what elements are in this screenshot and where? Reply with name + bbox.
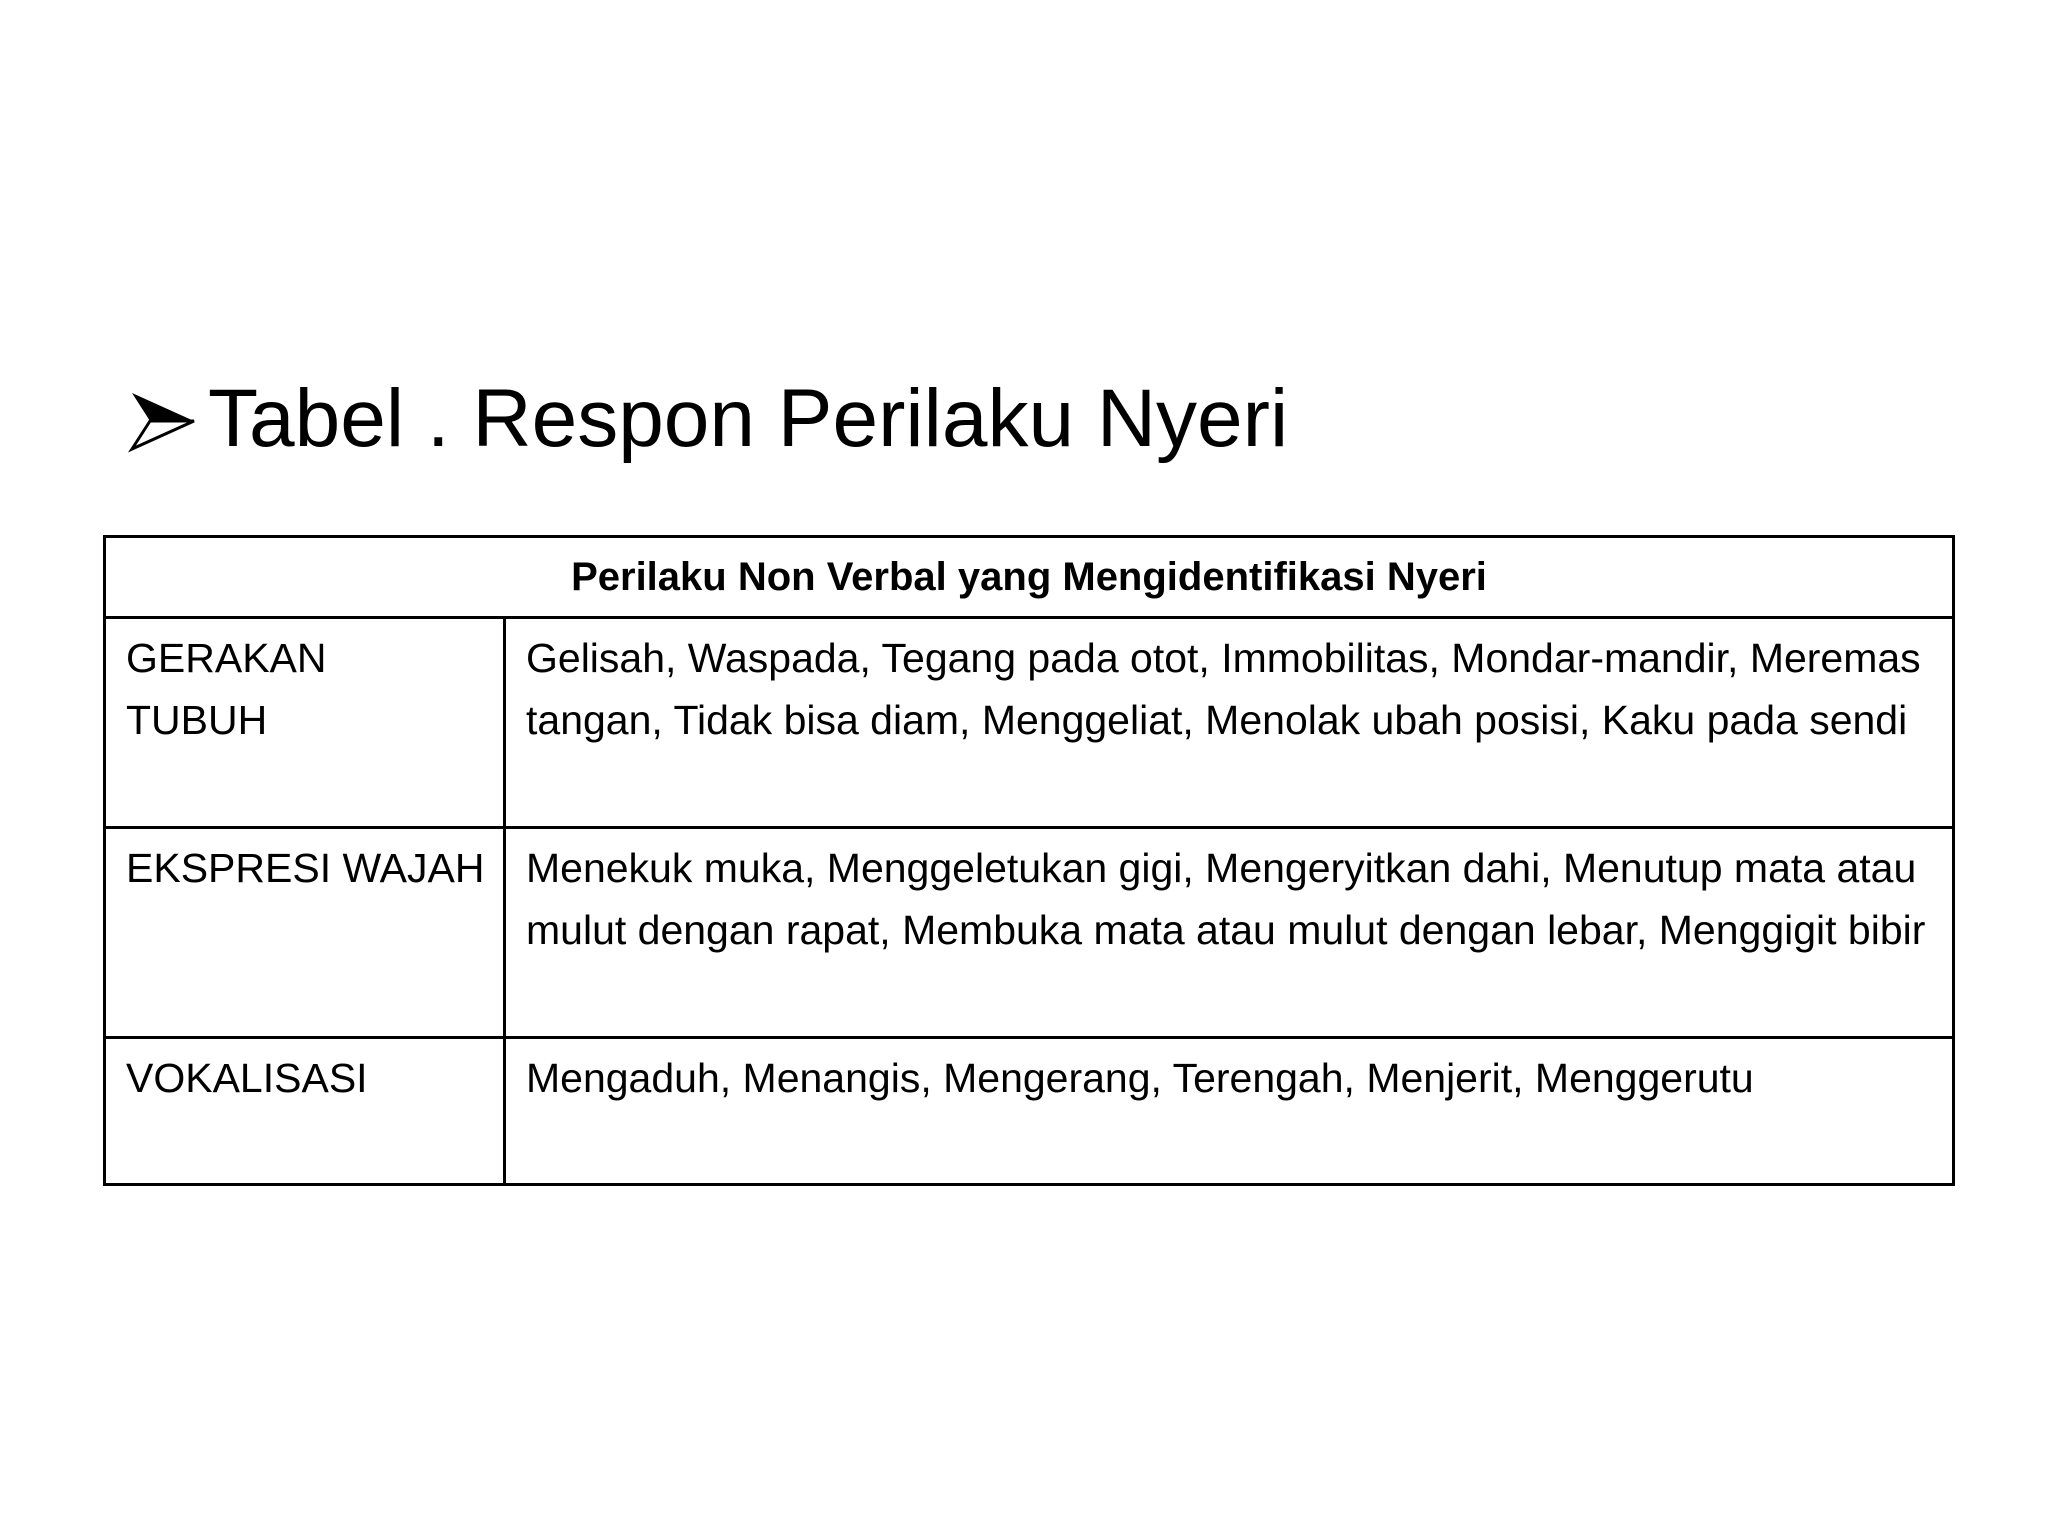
arrow-bullet-icon	[128, 389, 198, 453]
category-label-line2: TUBUH	[126, 697, 268, 743]
description-cell: Menekuk muka, Menggeletukan gigi, Mengeryitkan dahi, Menutup mata atau mulut dengan rapat, Membuka mata atau mulut dengan lebar, Menggigit bibir	[505, 828, 1954, 1038]
category-cell	[105, 618, 505, 828]
category-cell: EKSPRESI WAJAH	[105, 828, 505, 1038]
category-label-line1: GERAKAN	[126, 635, 327, 681]
table-header-row	[105, 537, 1954, 618]
table-header: Perilaku Non Verbal yang Mengidentifikasi Nyeri	[105, 537, 1954, 618]
table-row	[105, 1038, 1954, 1185]
slide-title	[128, 373, 1289, 464]
description-cell: Mengaduh, Menangis, Mengerang, Terengah, Menjerit, Menggerutu	[505, 1038, 1954, 1185]
table-row	[105, 828, 1954, 1038]
category-cell: VOKALISASI	[105, 1038, 505, 1185]
pain-behavior-table	[103, 535, 1955, 1186]
description-cell: Gelisah, Waspada, Tegang pada otot, Immobilitas, Mondar-mandir, Meremas tangan, Tidak bisa diam, Menggeliat, Menolak ubah posisi, Kaku pada sendi	[505, 618, 1954, 828]
table-row	[105, 618, 1954, 828]
title-text: Tabel . Respon Perilaku Nyeri	[208, 373, 1289, 464]
